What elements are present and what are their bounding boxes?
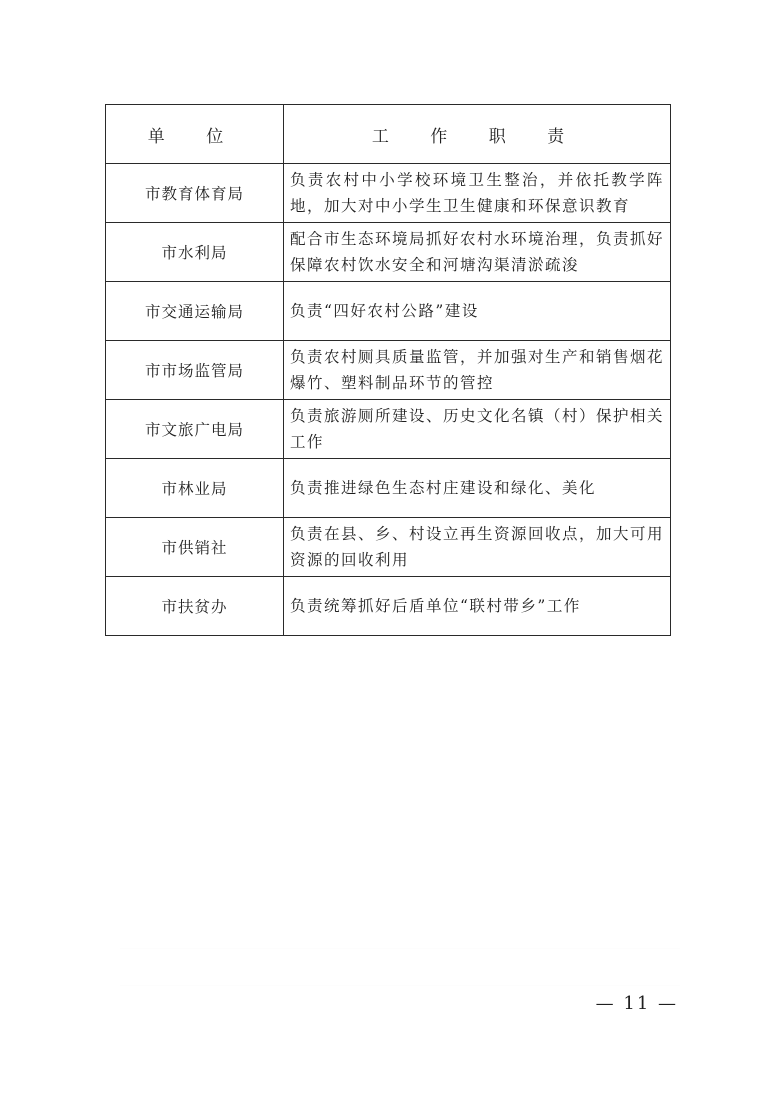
duty-cell: 负责推进绿色生态村庄建设和绿化、美化 bbox=[284, 459, 671, 518]
table-row bbox=[106, 400, 671, 459]
table-row bbox=[106, 223, 671, 282]
duty-cell: 负责旅游厕所建设、历史文化名镇（村）保护相关工作 bbox=[284, 400, 671, 459]
page-number: — 11 — bbox=[595, 993, 678, 1014]
responsibility-table bbox=[105, 104, 671, 636]
table-row bbox=[106, 341, 671, 400]
table-row bbox=[106, 577, 671, 636]
duty-cell: 负责农村厕具质量监管，并加强对生产和销售烟花爆竹、塑料制品环节的管控 bbox=[284, 341, 671, 400]
duty-cell: 负责统筹抓好后盾单位“联村带乡”工作 bbox=[284, 577, 671, 636]
unit-cell: 市水利局 bbox=[106, 223, 284, 282]
unit-cell: 市交通运输局 bbox=[106, 282, 284, 341]
faint-watermark-band bbox=[120, 948, 680, 986]
header-unit: 单 位 bbox=[106, 105, 284, 164]
duty-cell: 配合市生态环境局抓好农村水环境治理，负责抓好保障农村饮水安全和河塘沟渠清淤疏浚 bbox=[284, 223, 671, 282]
table-header-row bbox=[106, 105, 671, 164]
unit-cell: 市供销社 bbox=[106, 518, 284, 577]
unit-cell: 市文旅广电局 bbox=[106, 400, 284, 459]
header-duty: 工 作 职 责 bbox=[284, 105, 671, 164]
unit-cell: 市林业局 bbox=[106, 459, 284, 518]
unit-cell: 市扶贫办 bbox=[106, 577, 284, 636]
table-row bbox=[106, 518, 671, 577]
table-row bbox=[106, 282, 671, 341]
duty-cell: 负责在县、乡、村设立再生资源回收点，加大可用资源的回收利用 bbox=[284, 518, 671, 577]
duty-cell: 负责“四好农村公路”建设 bbox=[284, 282, 671, 341]
unit-cell: 市教育体育局 bbox=[106, 164, 284, 223]
unit-cell: 市市场监管局 bbox=[106, 341, 284, 400]
table-row bbox=[106, 459, 671, 518]
table-row bbox=[106, 164, 671, 223]
duty-cell: 负责农村中小学校环境卫生整治，并依托教学阵地，加大对中小学生卫生健康和环保意识教育 bbox=[284, 164, 671, 223]
